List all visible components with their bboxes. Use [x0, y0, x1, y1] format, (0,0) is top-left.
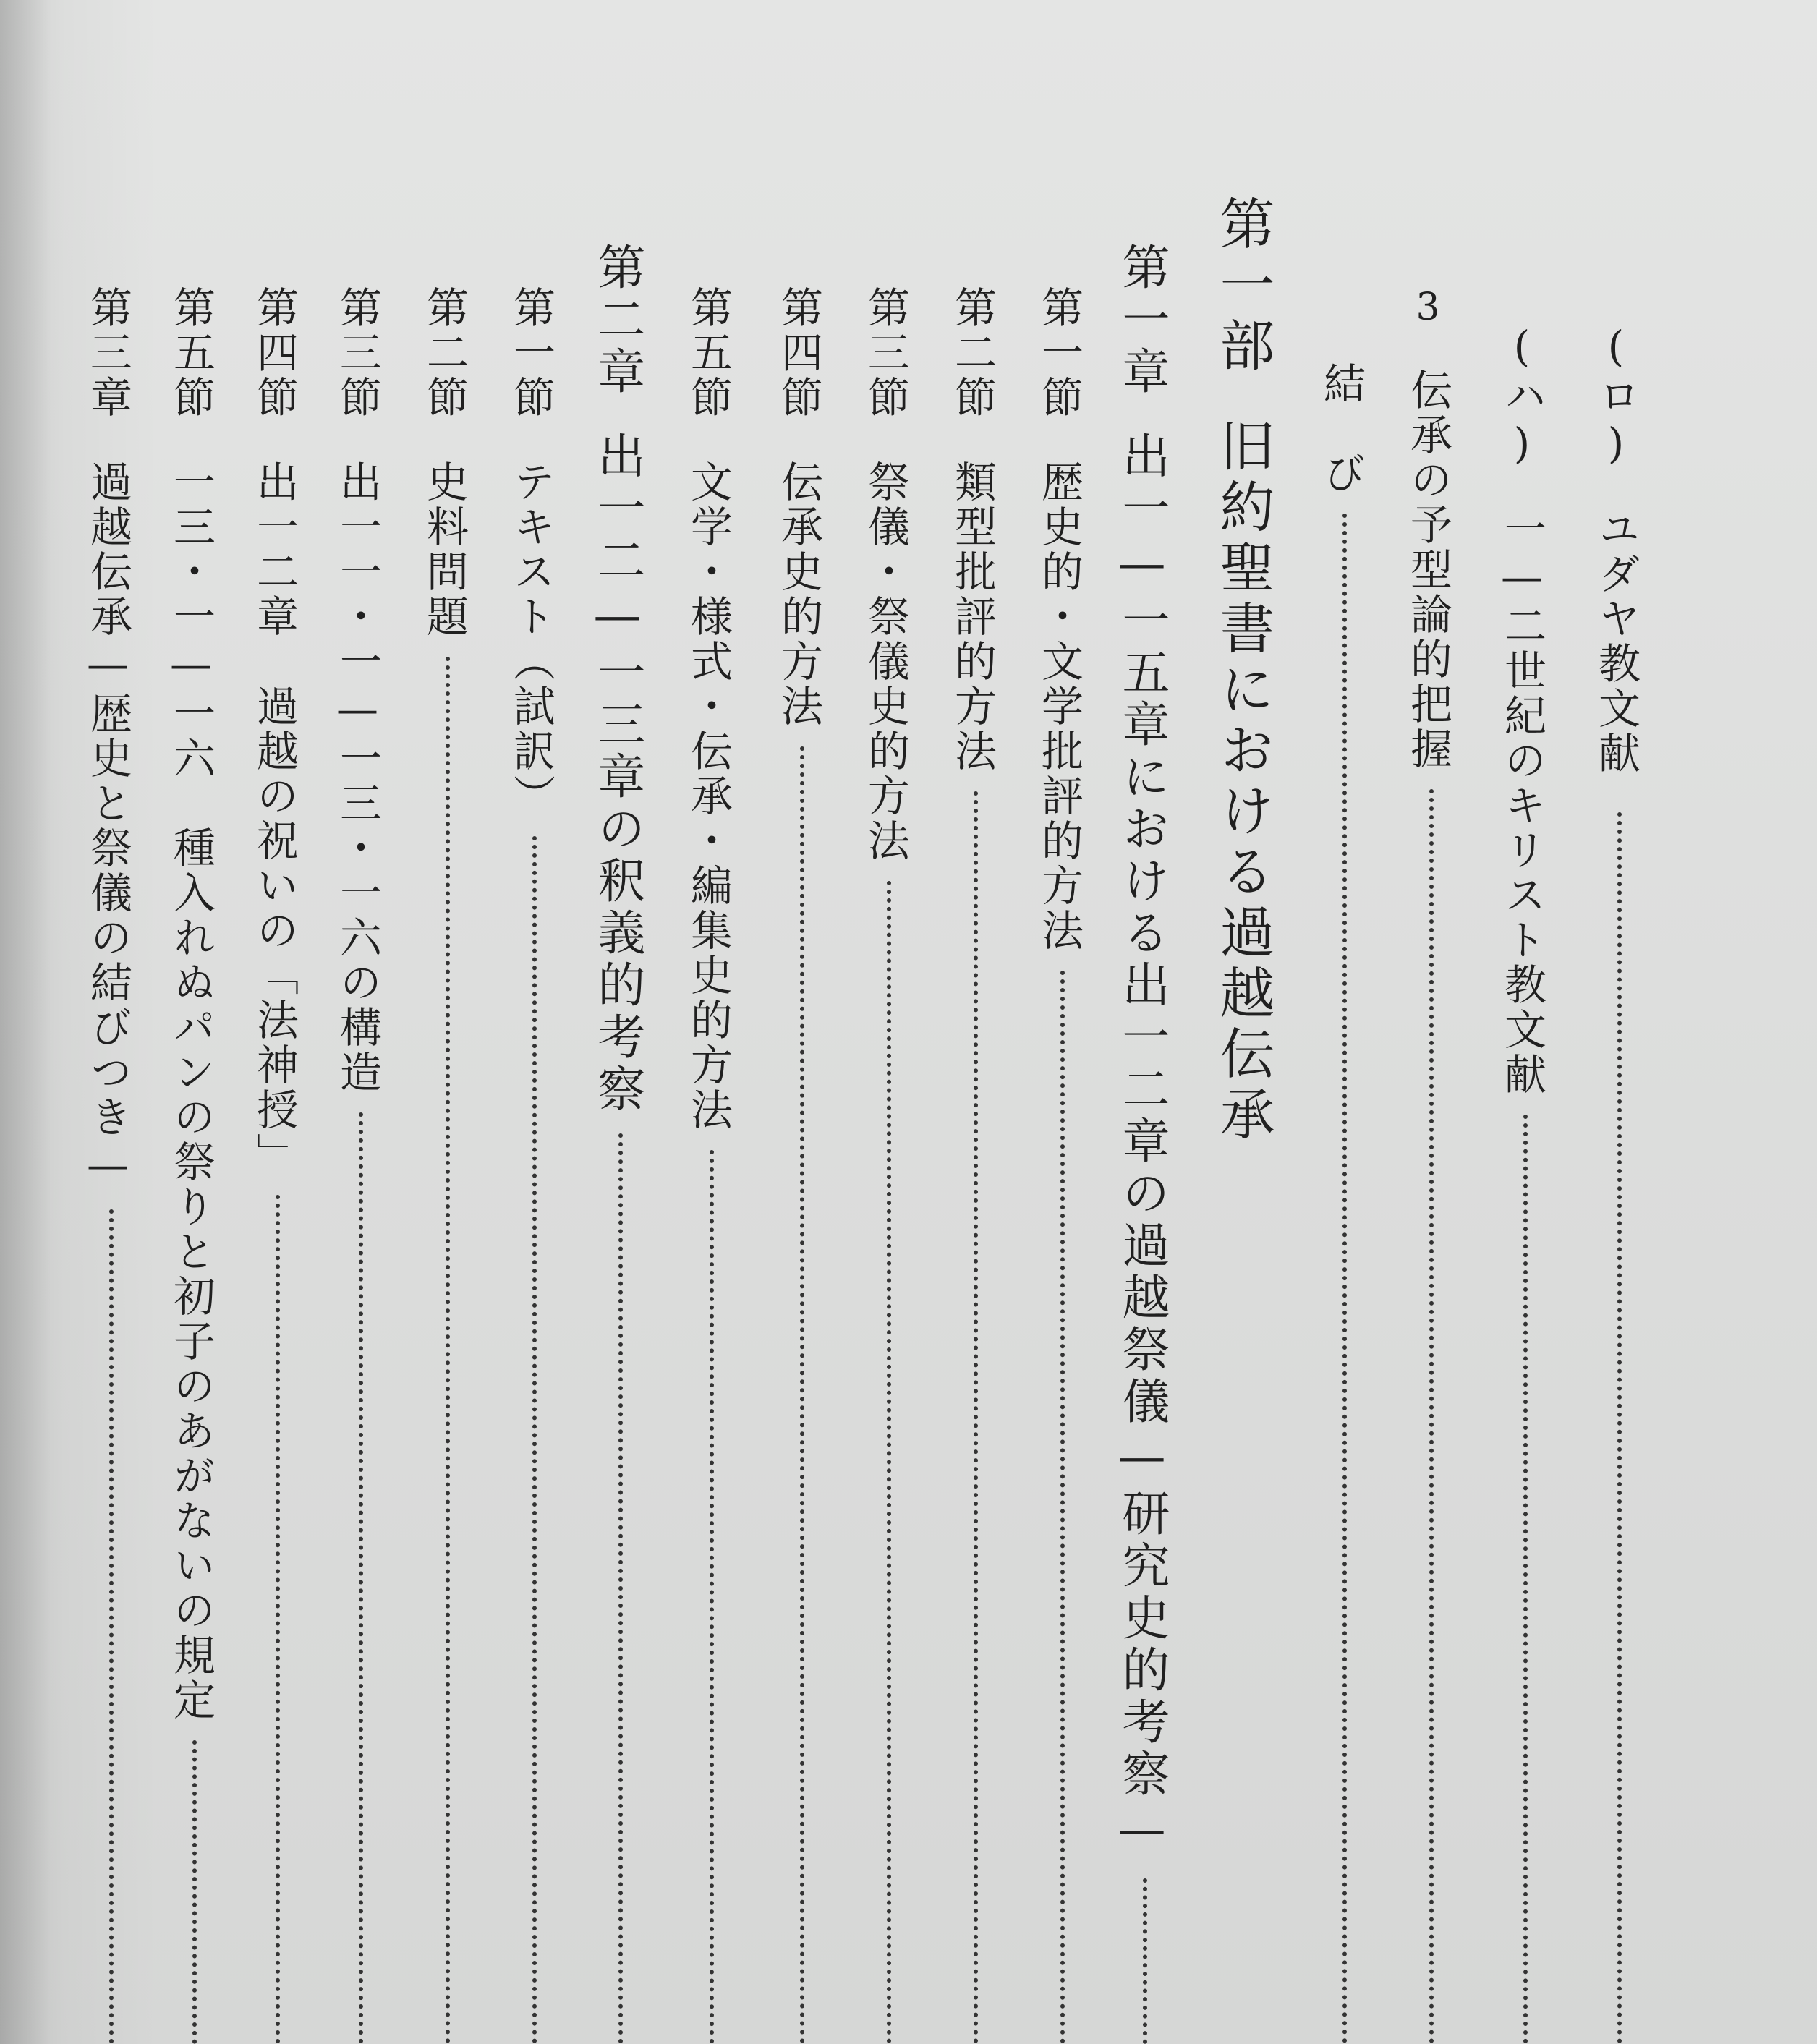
- toc-label: (ロ): [1591, 322, 1641, 471]
- dot-leader: [1136, 1878, 1147, 2044]
- toc-label: 第二章: [590, 242, 645, 399]
- toc-title: 伝承の予型論的把握: [1403, 368, 1452, 772]
- toc-title: 史料問題: [420, 460, 469, 639]
- toc-label: 第三節: [333, 286, 382, 420]
- dot-leader: [966, 791, 978, 2044]
- dot-leader: [793, 746, 804, 2044]
- toc-entry-ro: [1591, 322, 1641, 2044]
- dot-leader: [702, 1150, 714, 2044]
- dot-leader: [1610, 812, 1622, 2044]
- toc-label: 第一節: [1034, 286, 1084, 420]
- toc-title: 出一—一五章における出一二章の過越祭儀—研究史的考察—: [1114, 431, 1170, 1861]
- toc-section: [333, 286, 382, 2044]
- toc-section: [1034, 286, 1084, 2044]
- toc-label: (ハ): [1497, 322, 1546, 471]
- dot-leader: [1053, 971, 1065, 2044]
- toc-label: 第二節: [948, 286, 997, 420]
- toc-chapter-2: [590, 242, 645, 2044]
- toc-title: 祭儀・祭儀史的方法: [861, 460, 910, 864]
- toc-label: 第一章: [1114, 242, 1170, 399]
- toc-label: 第二節: [420, 286, 469, 420]
- toc-entry-ha: [1497, 322, 1546, 2044]
- toc-section: [684, 286, 733, 2044]
- toc-section: [420, 286, 469, 2044]
- toc-section: [166, 286, 216, 2044]
- toc-title: 歴史的・文学批評的方法: [1034, 460, 1084, 953]
- toc-entry-3: [1403, 286, 1452, 2044]
- toc-title: 出一一・一—一三・一六の構造: [333, 460, 382, 1095]
- dot-leader: [268, 1195, 280, 2044]
- toc-chapter-3: [83, 286, 132, 2044]
- dot-leader: [525, 836, 537, 2044]
- dot-leader: [438, 657, 450, 2044]
- toc-label: 第一節: [506, 286, 556, 420]
- toc-section: [250, 286, 299, 2044]
- toc-section: [948, 286, 997, 2044]
- toc-title: 結 び: [1316, 362, 1366, 496]
- toc-label: 第三節: [861, 286, 910, 420]
- dot-leader: [880, 881, 891, 2044]
- toc-section: [861, 286, 910, 2044]
- toc-part-1: [1211, 195, 1275, 1146]
- toc-label: 第一部: [1211, 195, 1275, 378]
- toc-section: [774, 286, 823, 2044]
- toc-entry-conclusion: [1316, 362, 1366, 2044]
- toc-label: 第四節: [774, 286, 823, 420]
- toc-title: 出一二章 過越の祝いの「法神授」: [250, 460, 299, 1178]
- gutter-shadow: [0, 0, 51, 2044]
- dot-leader: [185, 1740, 197, 2044]
- toc-title: テキスト（試訳）: [506, 460, 556, 819]
- dot-leader: [1422, 789, 1434, 2044]
- toc-label: 第四節: [250, 286, 299, 420]
- toc-label: 第五節: [684, 286, 733, 420]
- dot-leader: [352, 1112, 363, 2044]
- toc-title: 文学・様式・伝承・編集史的方法: [684, 460, 733, 1133]
- toc-title: ユダヤ教文献: [1591, 507, 1641, 776]
- toc-title: 旧約聖書における過越伝承: [1211, 417, 1275, 1146]
- dot-leader: [1335, 514, 1347, 2044]
- toc-title: 類型批評的方法: [948, 460, 997, 774]
- toc-title: 出一二—一三章の釈義的考察: [590, 431, 645, 1116]
- toc-title: 過越伝承—歴史と祭儀の結びつき—: [83, 460, 132, 1192]
- toc-title: 伝承史的方法: [774, 460, 823, 729]
- dot-leader: [102, 1209, 114, 2044]
- toc-label: 第三章: [83, 286, 132, 420]
- toc-label: 第五節: [166, 286, 216, 420]
- toc-section: [506, 286, 556, 2044]
- dot-leader: [1516, 1115, 1528, 2044]
- toc-label: 3: [1406, 286, 1450, 332]
- toc-title: 一—二世紀のキリスト教文献: [1497, 507, 1546, 1097]
- toc-chapter-1: [1114, 242, 1170, 2044]
- toc-title: 一三・一—一六 種入れぬパンの祭りと初子のあがないの規定: [166, 460, 216, 1723]
- dot-leader: [611, 1133, 623, 2044]
